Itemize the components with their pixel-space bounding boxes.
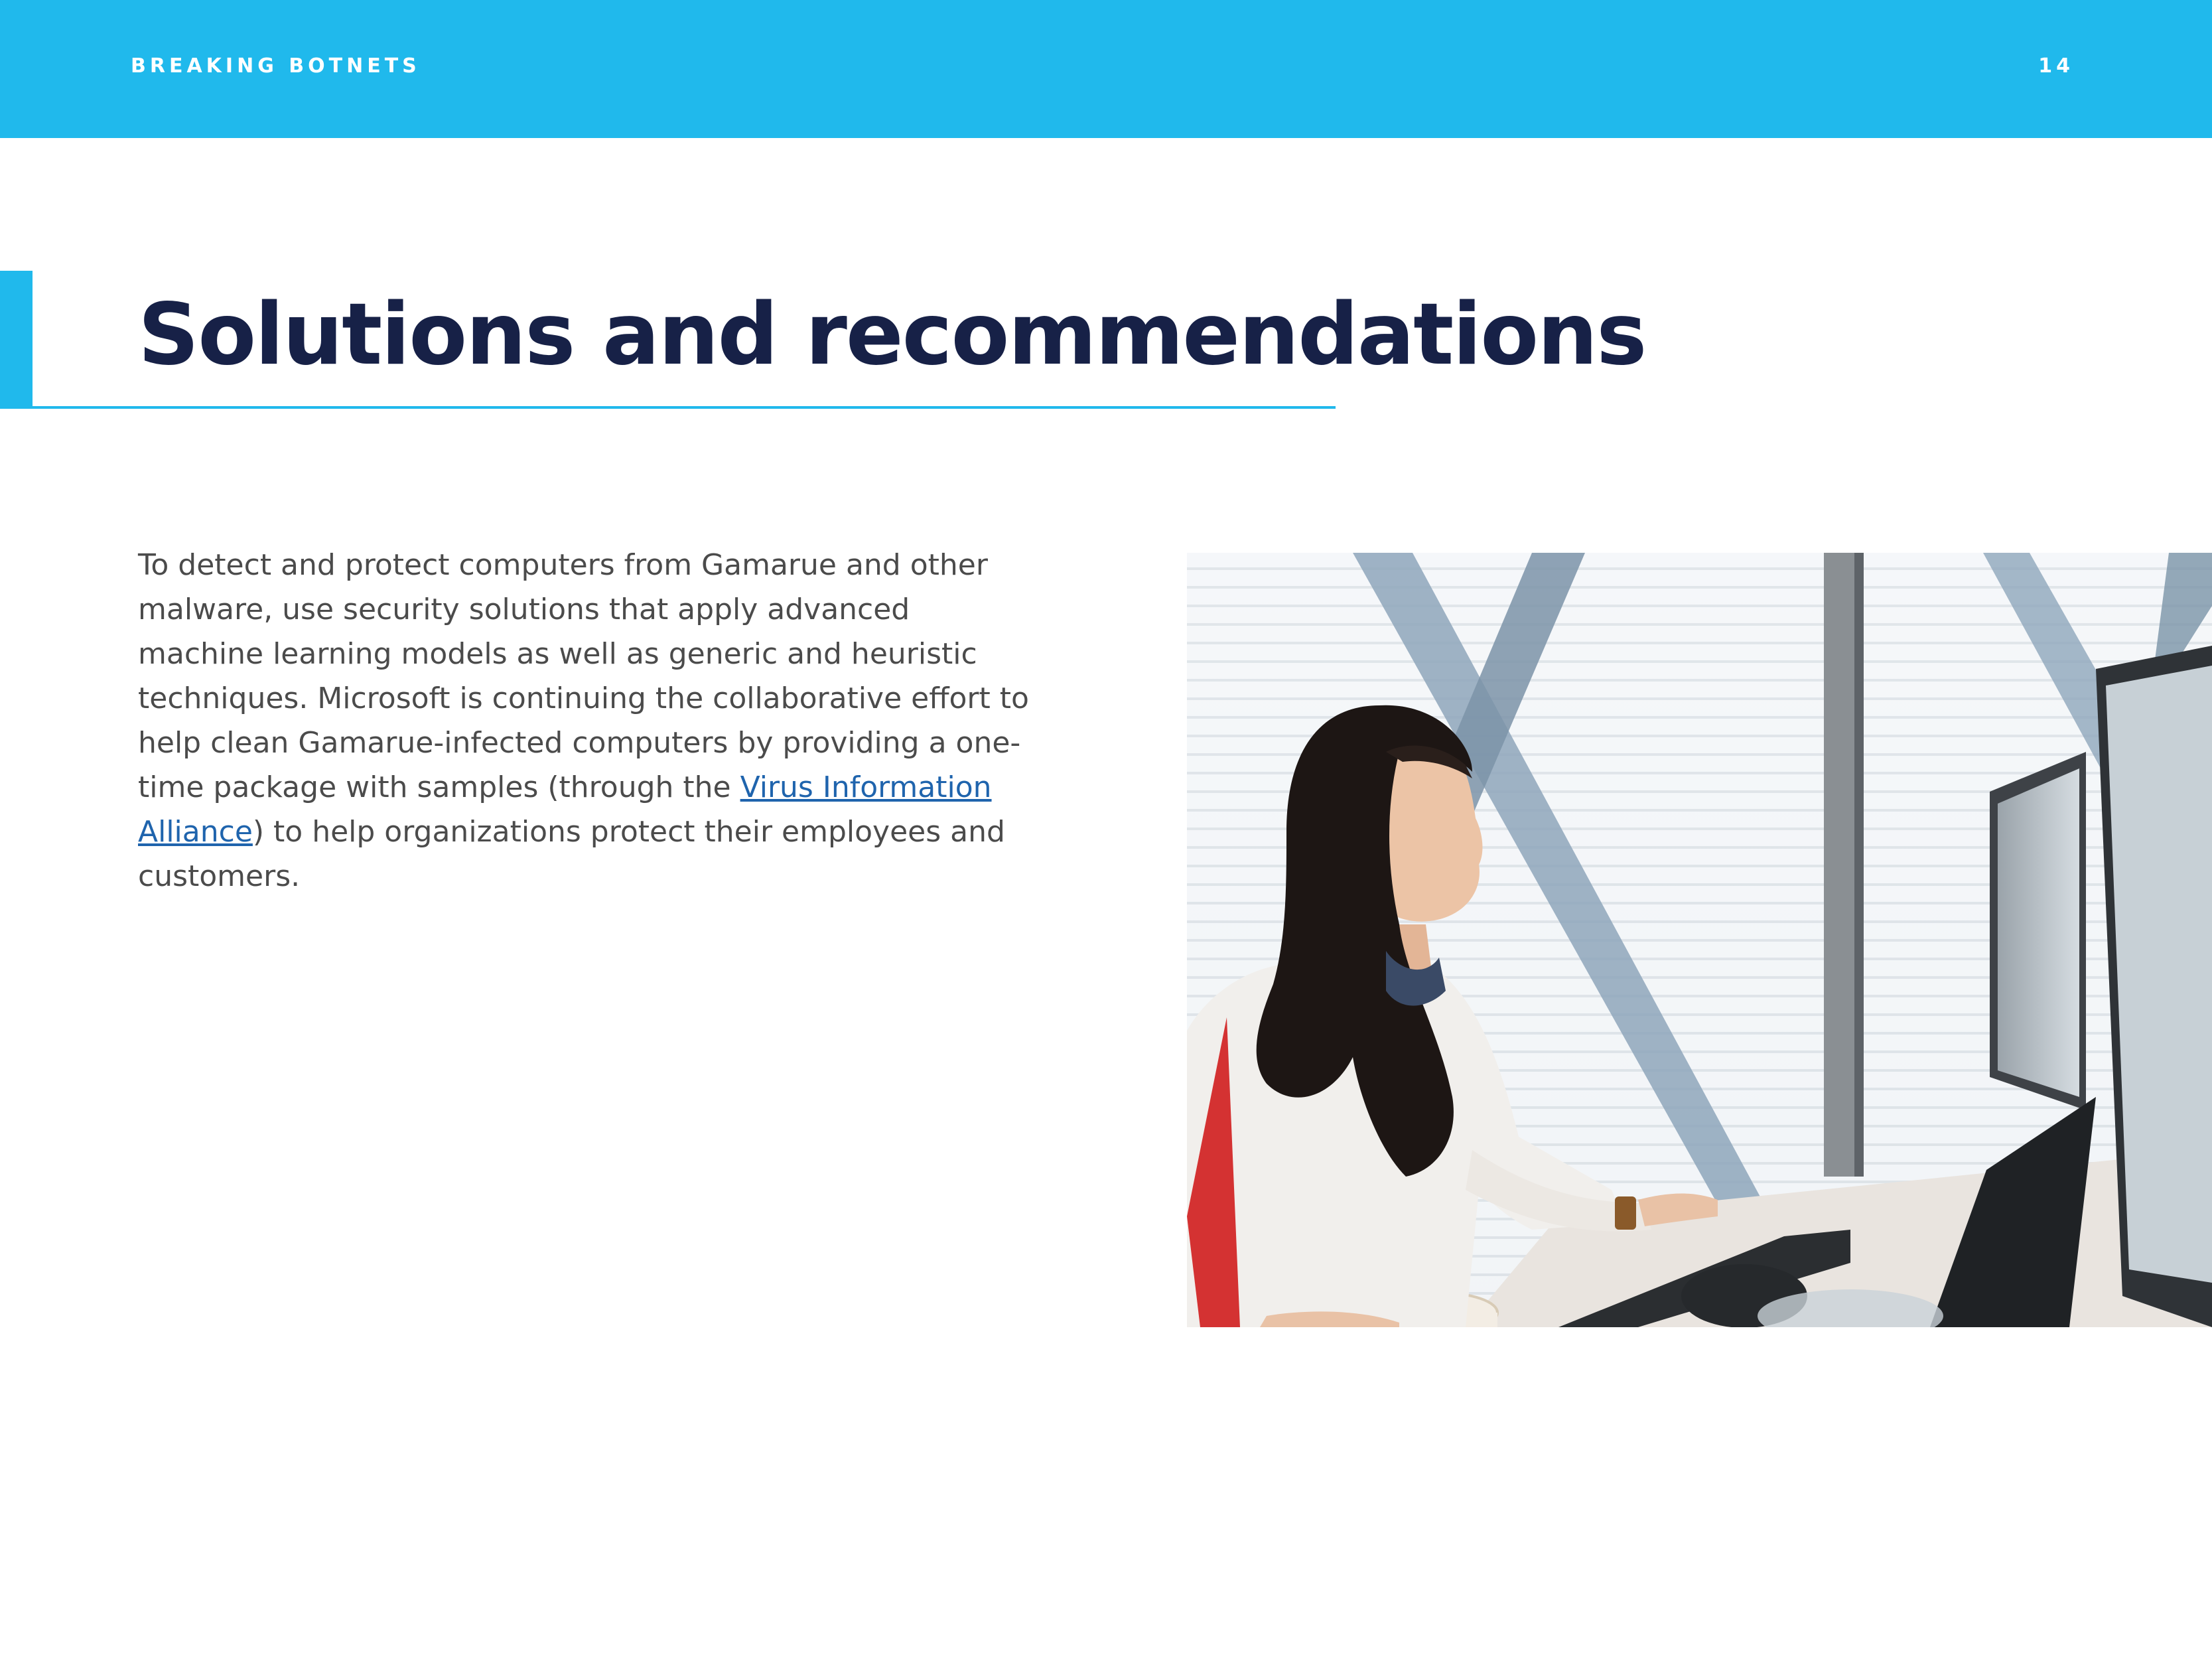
page-title: Solutions and recommendations	[138, 285, 1646, 384]
title-accent-block	[0, 271, 33, 409]
header-bar	[0, 0, 2212, 138]
body-paragraph	[138, 543, 1040, 899]
header-title: BREAKING BOTNETS	[131, 54, 421, 78]
page-number: 14	[2038, 54, 2074, 78]
body-text-end: ) to help organizations protect their employees and customers.	[138, 815, 1005, 893]
office-photo	[1187, 553, 2212, 1327]
virus-information-alliance-link[interactable]: Virus Information Alliance	[138, 770, 992, 849]
body-text-start: To detect and protect computers from Gamarue and other malware, use security solutions that apply advanced machine learning models as well as generic and heuristic techniques. Microsoft is continuing the collaborative effort to help clean Gamarue-infected computers by providing a one-time package with samples (through the	[138, 548, 1029, 804]
title-underline	[33, 406, 1336, 409]
